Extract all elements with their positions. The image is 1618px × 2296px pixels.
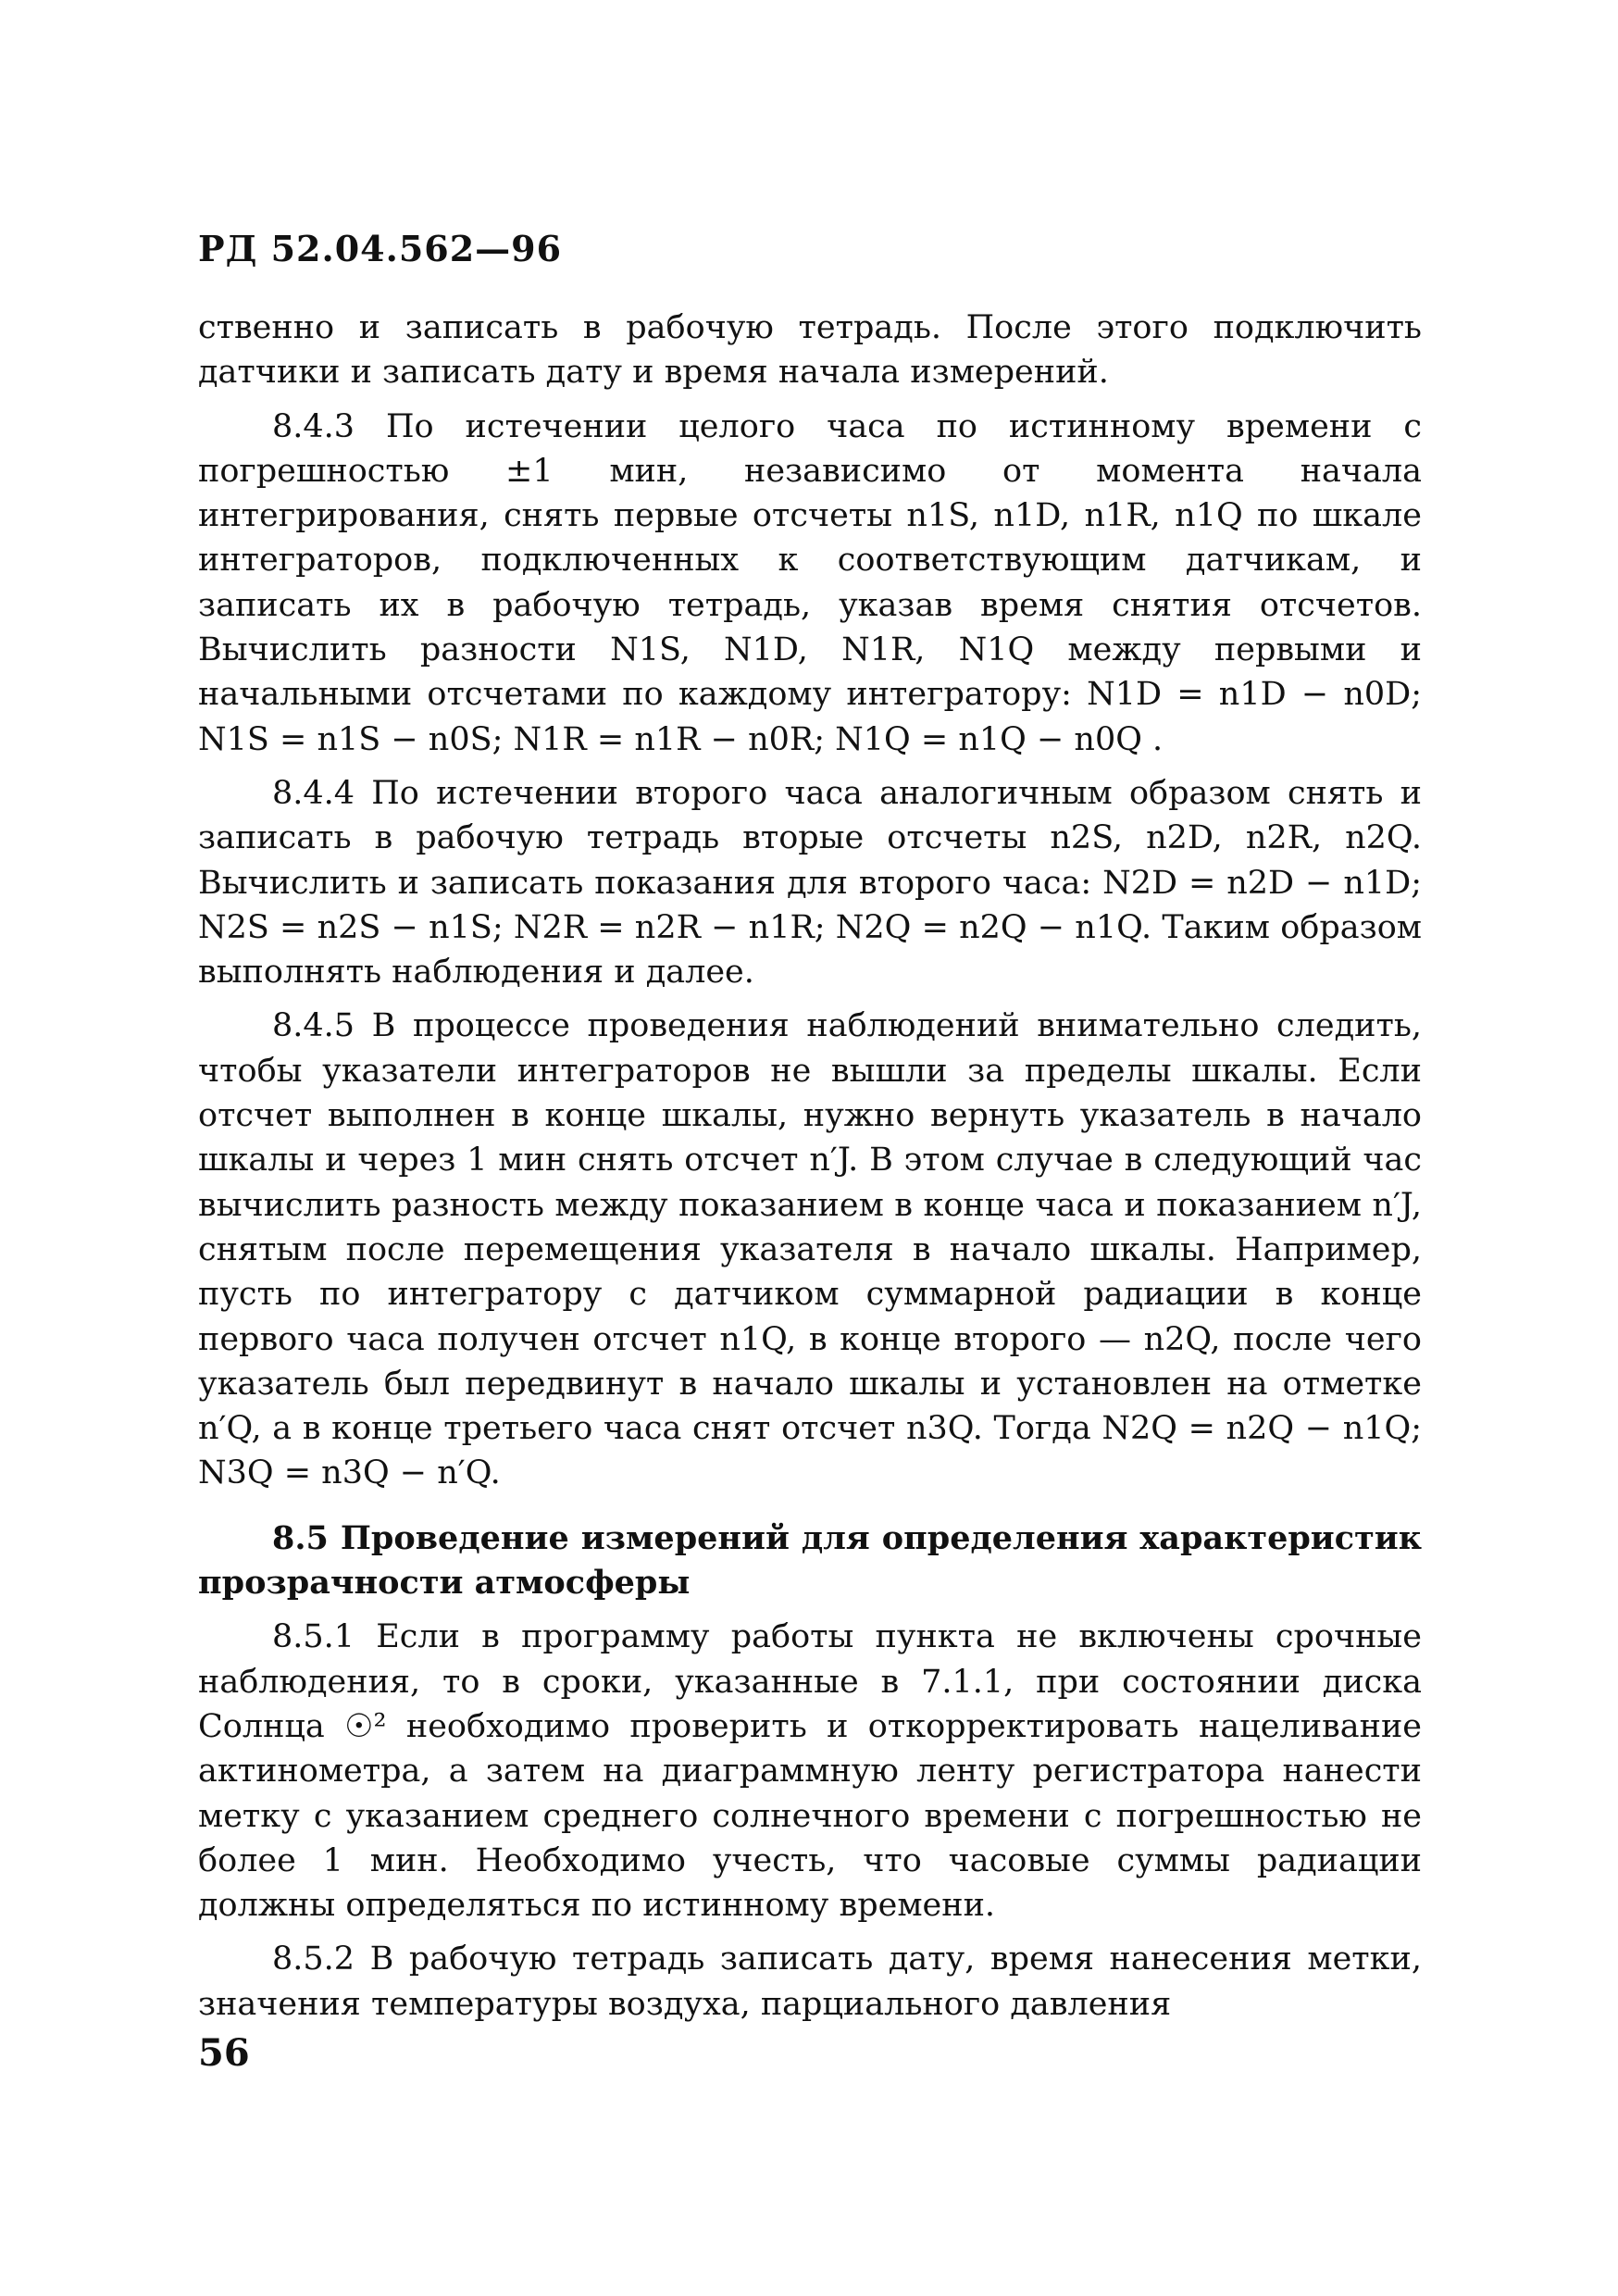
body-text <box>198 306 1422 2036</box>
paragraph-8-5-2: 8.5.2 В рабочую тетрадь записать дату, время нанесения метки, значения температуры воздуха, парциального давления <box>198 1940 1422 2023</box>
paragraph-8-4-4: 8.4.4 По истечении второго часа аналогичным образом снять и записать в рабочую тетрадь вторые отсчеты n2S, n2D, n2R, n2Q. Вычислить и записать показания для второго часа: N2D = n2D − n1D; N2S = n2S − n1S; N2R = n2R − n1R; N2Q = n2Q − n1Q. Таким образом выполнять наблюдения и далее. <box>198 774 1422 992</box>
paragraph-8-4-3: 8.4.3 По истечении целого часа по истинному времени с погрешностью ±1 мин, независимо от момента начала интегрирования, снять первые отсчеты n1S, n1D, n1R, n1Q по шкале интеграторов, подключенных к соответствующим датчикам, и записать их в рабочую тетрадь, указав время снятия отсчетов. Вычислить разности N1S, N1D, N1R, N1Q между первыми и начальными отсчетами по каждому интегратору: N1D = n1D − n0D; N1S = n1S − n0S; N1R = n1R − n0R; N1Q = n1Q − n0Q . <box>198 407 1422 758</box>
section-heading-8-5: 8.5 Проведение измерений для определения характеристик прозрачности атмосферы <box>198 1518 1422 1603</box>
page-number: 56 <box>198 2031 250 2075</box>
paragraph-continuation: ственно и записать в рабочую тетрадь. После этого подключить датчики и записать дату и время начала измерений. <box>198 309 1422 392</box>
document-code-header: РД 52.04.562—96 <box>198 228 563 269</box>
paragraph-8-5-1: 8.5.1 Если в программу работы пункта не включены срочные наблюдения, то в сроки, указанные в 7.1.1, при состоянии диска Солнца ☉² необходимо проверить и откорректировать нацеливание актинометра, а затем на диаграммную ленту регистратора нанести метку с указанием среднего солнечного времени с погрешностью не более 1 мин. Необходимо учесть, что часовые суммы радиации должны определяться по истинному времени. <box>198 1618 1422 1925</box>
paragraph-8-4-5: 8.4.5 В процессе проведения наблюдений внимательно следить, чтобы указатели интеграторов не вышли за пределы шкалы. Если отсчет выполнен в конце шкалы, нужно вернуть указатель в начало шкалы и через 1 мин снять отсчет n′J. В этом случае в следующий час вычислить разность между показанием в конце часа и показанием n′J, снятым после перемещения указателя в начало шкалы. Например, пусть по интегратору с датчиком суммарной радиации в конце первого часа получен отсчет n1Q, в конце второго — n2Q, после чего указатель был передвинут в начало шкалы и установлен на отметке n′Q, а в конце третьего часа снят отсчет n3Q. Тогда N2Q = n2Q − n1Q; N3Q = n3Q − n′Q. <box>198 1007 1422 1492</box>
